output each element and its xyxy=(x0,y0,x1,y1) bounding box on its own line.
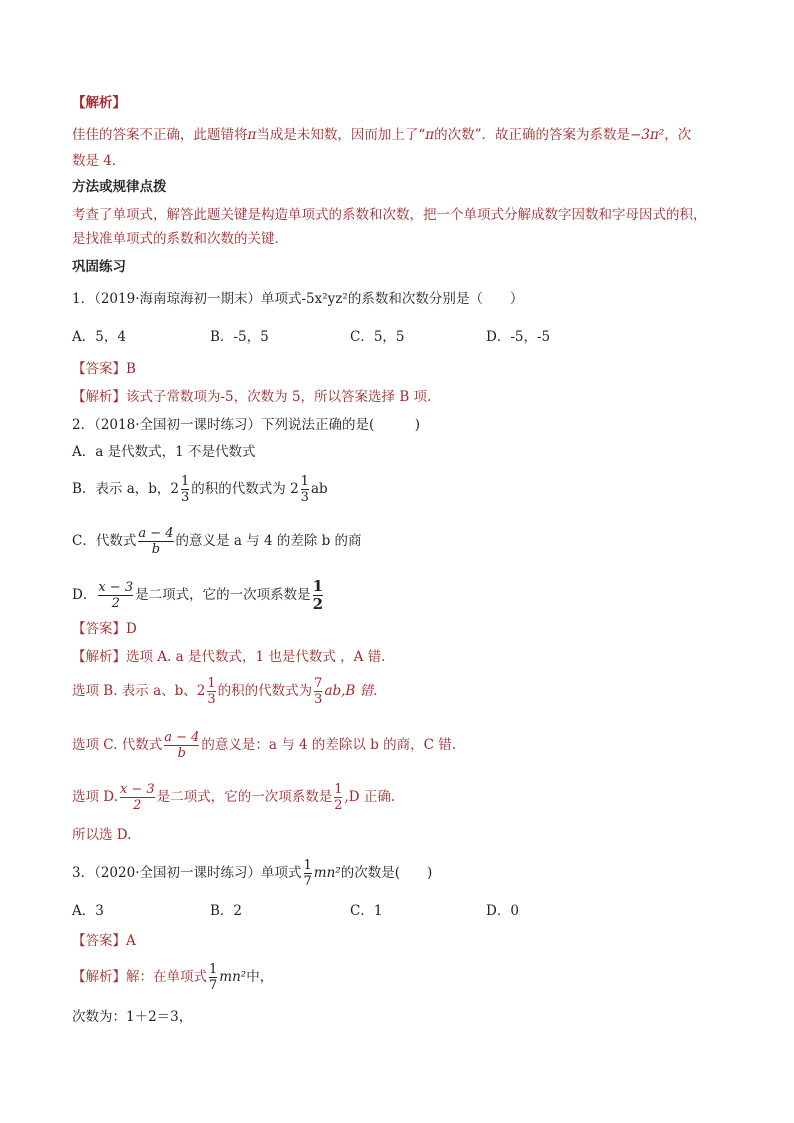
q3-option-a: A．3 xyxy=(72,903,104,919)
fraction: $\frac{a - 4}{b}$ xyxy=(164,730,200,761)
method-text-2: 是找准单项式的系数和次数的关键． xyxy=(72,231,288,247)
method-title: 方法或规律点拨 xyxy=(72,179,167,195)
q3-analysis-2: 次数为：1＋2＝3， xyxy=(72,1009,193,1025)
q3-stem: 3．（2020·全国初一课时练习）单项式 $\frac{1}{7}$ mn²的次数是( ) xyxy=(72,858,433,889)
analysis-line-1: 佳佳的答案不正确，此题错将π当成是未知数，因而加上了“π的次数”．故正确的答案为系数是−3π²，次 xyxy=(72,127,692,143)
q1-option-b: B．-5，5 xyxy=(210,329,269,345)
q2-analysis-2: 选项 B. 表示 a、b、2 $\frac{1}{3}$ 的积的代数式为 $\frac{7}{3}$ ab,B 错. xyxy=(72,676,378,707)
fraction: $\frac{1}{7}$ xyxy=(209,962,218,993)
q1-answer: 【答案】B xyxy=(72,361,136,377)
q2-analysis-3: 选项 C. 代数式 $\frac{a - 4}{b}$ 的意义是：a 与 4 的差除以 b 的商，C 错. xyxy=(72,730,457,761)
fraction: $\frac{7}{3}$ xyxy=(314,676,323,707)
q2-analysis-5: 所以选 D. xyxy=(72,827,132,843)
q2-analysis-4: 选项 D. $\frac{x - 3}{2}$ 是二项式，它的一次项系数是 $\frac{1}{2}$ ,D 正确. xyxy=(72,782,396,813)
fraction: $\frac{1}{3}$ xyxy=(300,474,309,505)
fraction: $\frac{x - 3}{2}$ xyxy=(98,580,134,611)
fraction: $\frac{a - 4}{b}$ xyxy=(138,526,174,557)
q2-option-b: B．表示 a，b，2 $\frac{1}{3}$ 的积的代数式为 2 $\frac{1}{3}$ ab xyxy=(72,474,328,505)
q1-option-a: A．5，4 xyxy=(72,329,126,345)
fraction: $\frac{x - 3}{2}$ xyxy=(119,782,155,813)
q2-option-d: D． $\frac{x - 3}{2}$ 是二项式，它的一次项系数是 $\frac{1}{2}$ xyxy=(72,577,324,613)
analysis-tag: 【解析】 xyxy=(72,95,126,111)
q2-analysis-1: 【解析】选项 A. a 是代数式，1 也是代数式 ，A 错. xyxy=(72,649,386,665)
q1-stem: 1．（2019·海南琼海初一期末）单项式-5x²yz²的系数和次数分别是（ ） xyxy=(72,291,524,307)
fraction: $\frac{1}{3}$ xyxy=(207,676,216,707)
q2-option-c: C．代数式 $\frac{a - 4}{b}$ 的意义是 a 与 4 的差除 b 的商 xyxy=(72,526,362,557)
q1-option-c: C．5，5 xyxy=(350,329,405,345)
q3-option-d: D．0 xyxy=(486,903,519,919)
q3-option-b: B．2 xyxy=(210,903,243,919)
q2-stem: 2．（2018·全国初一课时练习）下列说法正确的是( ) xyxy=(72,417,421,433)
q2-answer: 【答案】D xyxy=(72,621,137,637)
q3-answer: 【答案】A xyxy=(72,933,136,949)
q3-option-c: C．1 xyxy=(350,903,383,919)
fraction: $\frac{1}{2}$ xyxy=(312,577,324,613)
q1-option-d: D．-5，-5 xyxy=(486,329,551,345)
q1-analysis: 【解析】该式子常数项为-5，次数为 5，所以答案选择 B 项. xyxy=(72,389,432,405)
fraction: $\frac{1}{7}$ xyxy=(303,858,312,889)
fraction: $\frac{1}{3}$ xyxy=(181,474,190,505)
q2-option-a: A．a 是代数式，1 不是代数式 xyxy=(72,444,256,460)
analysis-line-2: 数是 4． xyxy=(72,153,126,169)
method-text-1: 考查了单项式，解答此题关键是构造单项式的系数和次数，把一个单项式分解成数字因数和字母因式的积， xyxy=(72,207,707,223)
q3-analysis-1: 【解析】解：在单项式 $\frac{1}{7}$ mn²中， xyxy=(72,962,274,993)
fraction: $\frac{1}{2}$ xyxy=(334,782,343,813)
practice-title: 巩固练习 xyxy=(72,259,126,275)
